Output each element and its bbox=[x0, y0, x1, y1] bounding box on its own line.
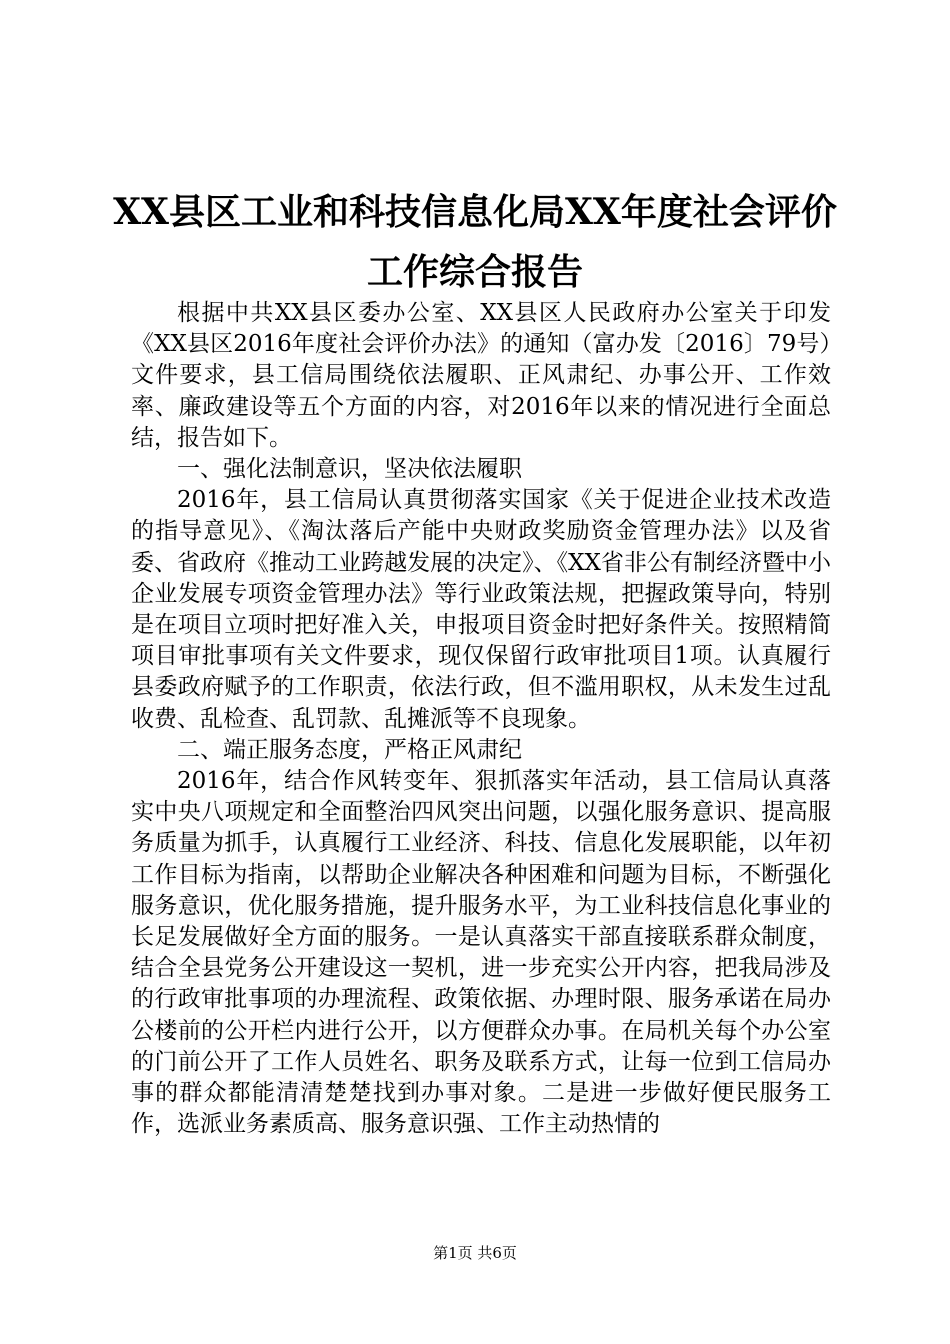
document-body bbox=[131, 298, 831, 1140]
page-footer: 第1页 共6页 bbox=[433, 1244, 517, 1262]
paragraph-section-1: 2016年，县工信局认真贯彻落实国家《关于促进企业技术改造的指导意见》、《淘汰落后产能中央财政奖励资金管理办法》以及省委、省政府《推动工业跨越发展的决定》、《XX省非公有制经济暨中小企业发展专项资金管理办法》等行业政策法规，把握政策导向，特别是在项目立项时把好准入关，申报项目资金时把好条件关。按照精简项目审批事项有关文件要求，现仅保留行政审批项目1项。认真履行县委政府赋予的工作职责，依法行政，但不滥用职权，从未发生过乱收费、乱检查、乱罚款、乱摊派等不良现象。 bbox=[131, 487, 831, 732]
paragraph-intro: 根据中共XX县区委办公室、XX县区人民政府办公室关于印发《XX县区2016年度社会评价办法》的通知（富办发〔2016〕79号）文件要求，县工信局围绕依法履职、正风肃纪、办事公开、工作效率、廉政建设等五个方面的内容，对2016年以来的情况进行全面总结，报告如下。 bbox=[131, 300, 831, 451]
section-heading-1: 一、强化法制意识，坚决依法履职 bbox=[177, 456, 522, 483]
paragraph-section-2: 2016年，结合作风转变年、狠抓落实年活动，县工信局认真落实中央八项规定和全面整治四风突出问题，以强化服务意识、提高服务质量为抓手，认真履行工业经济、科技、信息化发展职能，以年初工作目标为指南，以帮助企业解决各种困难和问题为目标，不断强化服务意识，优化服务措施，提升服务水平，为工业科技信息化事业的长足发展做好全方面的服务。一是认真落实干部直接联系群众制度，结合全县党务公开建设这一契机，进一步充实公开内容，把我局涉及的行政审批事项的办理流程、政策依据、办理时限、服务承诺在局办公楼前的公开栏内进行公开，以方便群众办事。在局机关每个办公室的门前公开了工作人员姓名、职务及联系方式，让每一位到工信局办事的群众都能清清楚楚找到办事对象。二是进一步做好便民服务工作，选派业务素质高、服务意识强、工作主动热情的 bbox=[131, 768, 831, 1138]
section-heading-2: 二、端正服务态度，严格正风肃纪 bbox=[177, 736, 522, 763]
document-title-line-2: 工作综合报告 bbox=[366, 251, 583, 293]
document-title-line-1: XX县区工业和科技信息化局XX年度社会评价 bbox=[113, 191, 837, 233]
